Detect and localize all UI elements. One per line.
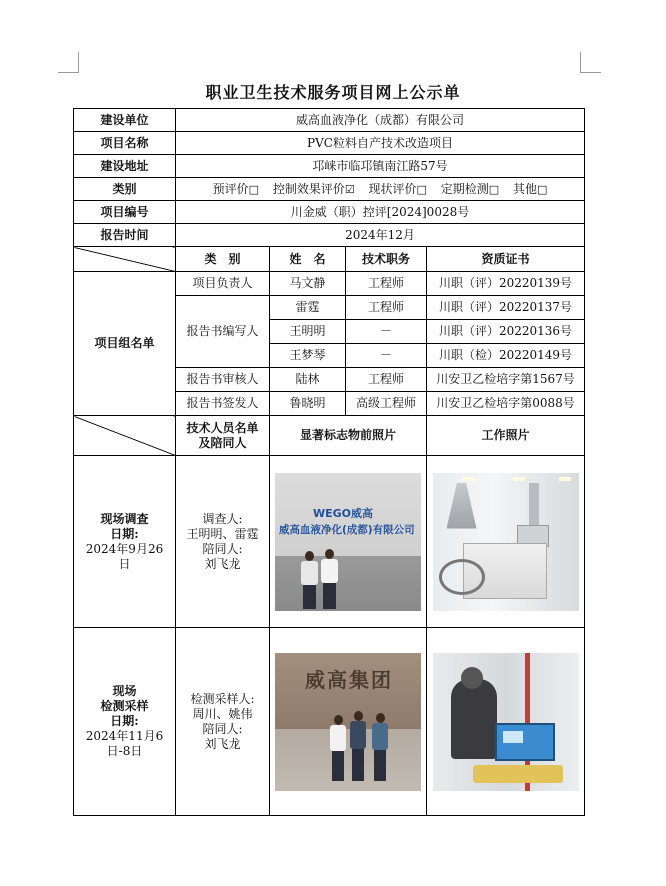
unit-label: 建设单位 xyxy=(74,109,176,132)
category-options xyxy=(176,178,585,201)
team-header-category: 类 别 xyxy=(176,247,270,272)
member-cert: 川职（检）20220149号 xyxy=(427,344,585,368)
unit-value: 威高血液净化（成都）有限公司 xyxy=(176,109,585,132)
photo-sign-text: 威高血液净化(成都)有限公司 xyxy=(279,523,415,536)
checkbox-icon: □ xyxy=(488,182,500,196)
member-name: 王明明 xyxy=(270,320,346,344)
row-category xyxy=(74,178,585,201)
address-value: 邛崃市临邛镇南江路57号 xyxy=(176,155,585,178)
role-lead: 项目负责人 xyxy=(176,272,270,296)
sampling-row xyxy=(74,628,585,816)
project-no-label: 项目编号 xyxy=(74,201,176,224)
checkbox-icon: □ xyxy=(537,182,548,196)
landmark-photo xyxy=(275,473,421,611)
option-status-evaluation: 现状评价□ xyxy=(368,181,427,196)
detector-device xyxy=(495,723,555,761)
crop-mark-top-left xyxy=(58,52,79,73)
work-photo xyxy=(433,653,579,791)
checkbox-icon: □ xyxy=(248,182,259,196)
option-periodic-testing: 定期检测□ xyxy=(440,181,500,196)
field-header-staff: 技术人员名单 及陪同人 xyxy=(176,416,270,456)
role-reviewer: 报告书审核人 xyxy=(176,368,270,392)
project-no-value: 川金威（职）控评[2024]0028号 xyxy=(176,201,585,224)
checked-checkbox-icon: ☑ xyxy=(344,182,355,196)
category-label: 类别 xyxy=(74,178,176,201)
team-header-title: 技术职务 xyxy=(346,247,427,272)
crop-mark-top-right xyxy=(580,52,601,73)
member-name: 马文静 xyxy=(270,272,346,296)
member-name: 王梦琴 xyxy=(270,344,346,368)
row-project-name xyxy=(74,132,585,155)
member-cert: 川安卫乙检培字第1567号 xyxy=(427,368,585,392)
diagonal-header-cell xyxy=(74,416,176,456)
member-title: － xyxy=(346,320,427,344)
option-control-effect-evaluation: 控制效果评价☑ xyxy=(272,181,355,196)
member-title: 工程师 xyxy=(346,296,427,320)
member-title: － xyxy=(346,344,427,368)
field-header-work: 工作照片 xyxy=(427,416,585,456)
row-project-no xyxy=(74,201,585,224)
member-name: 鲁晓明 xyxy=(270,392,346,416)
project-name-value: PVC粒料自产技术改造项目 xyxy=(176,132,585,155)
landmark-photo xyxy=(275,653,421,791)
team-header-row xyxy=(74,247,585,272)
member-name: 陆林 xyxy=(270,368,346,392)
row-report-time xyxy=(74,224,585,247)
team-header-name: 姓 名 xyxy=(270,247,346,272)
member-cert: 川职（评）20220136号 xyxy=(427,320,585,344)
sampling-date-cell: 现场 检测采样 日期: 2024年11月6 日-8日 xyxy=(74,628,176,816)
survey-landmark-photo-cell xyxy=(270,456,427,628)
field-header-landmark: 显著标志物前照片 xyxy=(270,416,427,456)
option-other: 其他□ xyxy=(513,181,548,196)
member-title: 工程师 xyxy=(346,368,427,392)
photo-brand-logo: WEGO威高 xyxy=(313,506,374,520)
member-cert: 川职（评）20220137号 xyxy=(427,296,585,320)
member-title: 高级工程师 xyxy=(346,392,427,416)
role-issuer: 报告书签发人 xyxy=(176,392,270,416)
survey-date-cell: 现场调查 日期: 2024年9月26 日 xyxy=(74,456,176,628)
diagonal-header-cell xyxy=(74,247,176,272)
option-pre-evaluation: 预评价□ xyxy=(212,181,259,196)
team-label: 项目组名单 xyxy=(74,272,176,416)
member-title: 工程师 xyxy=(346,272,427,296)
report-time-label: 报告时间 xyxy=(74,224,176,247)
member-name: 雷霆 xyxy=(270,296,346,320)
survey-row xyxy=(74,456,585,628)
survey-staff-cell: 调查人: 王明明、雷霆 陪同人: 刘飞龙 xyxy=(176,456,270,628)
work-photo xyxy=(433,473,579,611)
sampling-staff-cell: 检测采样人: 周川、姚伟 陪同人: 刘飞龙 xyxy=(176,628,270,816)
sampling-work-photo-cell xyxy=(427,628,585,816)
project-name-label: 项目名称 xyxy=(74,132,176,155)
address-label: 建设地址 xyxy=(74,155,176,178)
survey-work-photo-cell xyxy=(427,456,585,628)
checkbox-icon: □ xyxy=(416,182,427,196)
role-writers: 报告书编写人 xyxy=(176,296,270,368)
page-title: 职业卫生技术服务项目网上公示单 xyxy=(205,83,461,102)
row-unit xyxy=(74,109,585,132)
report-time-value: 2024年12月 xyxy=(176,224,585,247)
member-cert: 川安卫乙检培字第0088号 xyxy=(427,392,585,416)
field-header-row xyxy=(74,416,585,456)
row-address xyxy=(74,155,585,178)
disclosure-form-table xyxy=(73,108,585,816)
team-header-cert: 资质证书 xyxy=(427,247,585,272)
photo-sign-text: 威高集团 xyxy=(305,667,393,692)
member-cert: 川职（评）20220139号 xyxy=(427,272,585,296)
table-row xyxy=(74,272,585,296)
sampling-landmark-photo-cell xyxy=(270,628,427,816)
